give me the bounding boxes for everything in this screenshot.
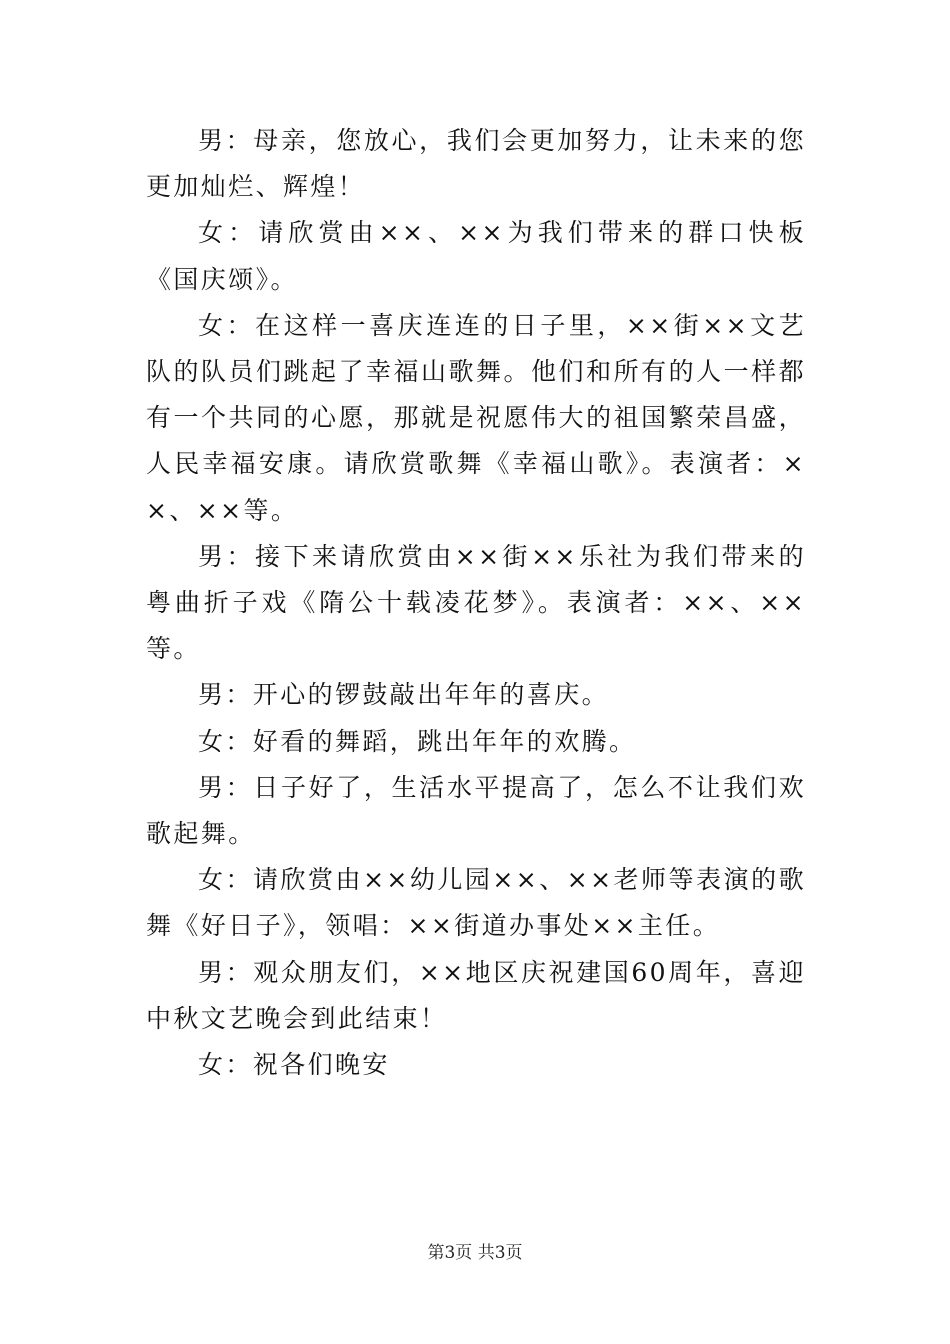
paragraph: 女：好看的舞蹈，跳出年年的欢腾。 <box>198 726 637 756</box>
paragraph: 男：母亲，您放心，我们会更加努力，让未来的您更加灿烂、辉煌！ <box>146 126 806 202</box>
paragraph: 男：开心的锣鼓敲出年年的喜庆。 <box>198 680 610 710</box>
page-number-label: 第3页 共3页 <box>427 1243 523 1263</box>
paragraph: 男：接下来请欣赏由××街××乐社为我们带来的粤曲折子戏《隋公十载凌花梦》。表演者：××、××等。 <box>146 541 806 664</box>
paragraph: 女：请欣赏由××、××为我们带来的群口快板《国庆颂》。 <box>146 218 806 294</box>
paragraph: 男：日子好了，生活水平提高了，怎么不让我们欢歌起舞。 <box>146 772 806 849</box>
document-body <box>146 118 806 1088</box>
page-footer <box>0 1241 950 1265</box>
paragraph: 女：祝各们晚安 <box>198 1050 390 1080</box>
paragraph: 女：在这样一喜庆连连的日子里，××街××文艺队的队员们跳起了幸福山歌舞。他们和所有的人一样都有一个共同的心愿，那就是祝愿伟大的祖国繁荣昌盛，人民幸福安康。请欣赏歌舞《幸福山歌》。表演者：××、××等。 <box>146 310 806 525</box>
paragraph: 男：观众朋友们，××地区庆祝建国60周年，喜迎中秋文艺晚会到此结束！ <box>146 957 806 1033</box>
paragraph: 女：请欣赏由××幼儿园××、××老师等表演的歌舞《好日子》，领唱：××街道办事处××主任。 <box>146 865 806 941</box>
